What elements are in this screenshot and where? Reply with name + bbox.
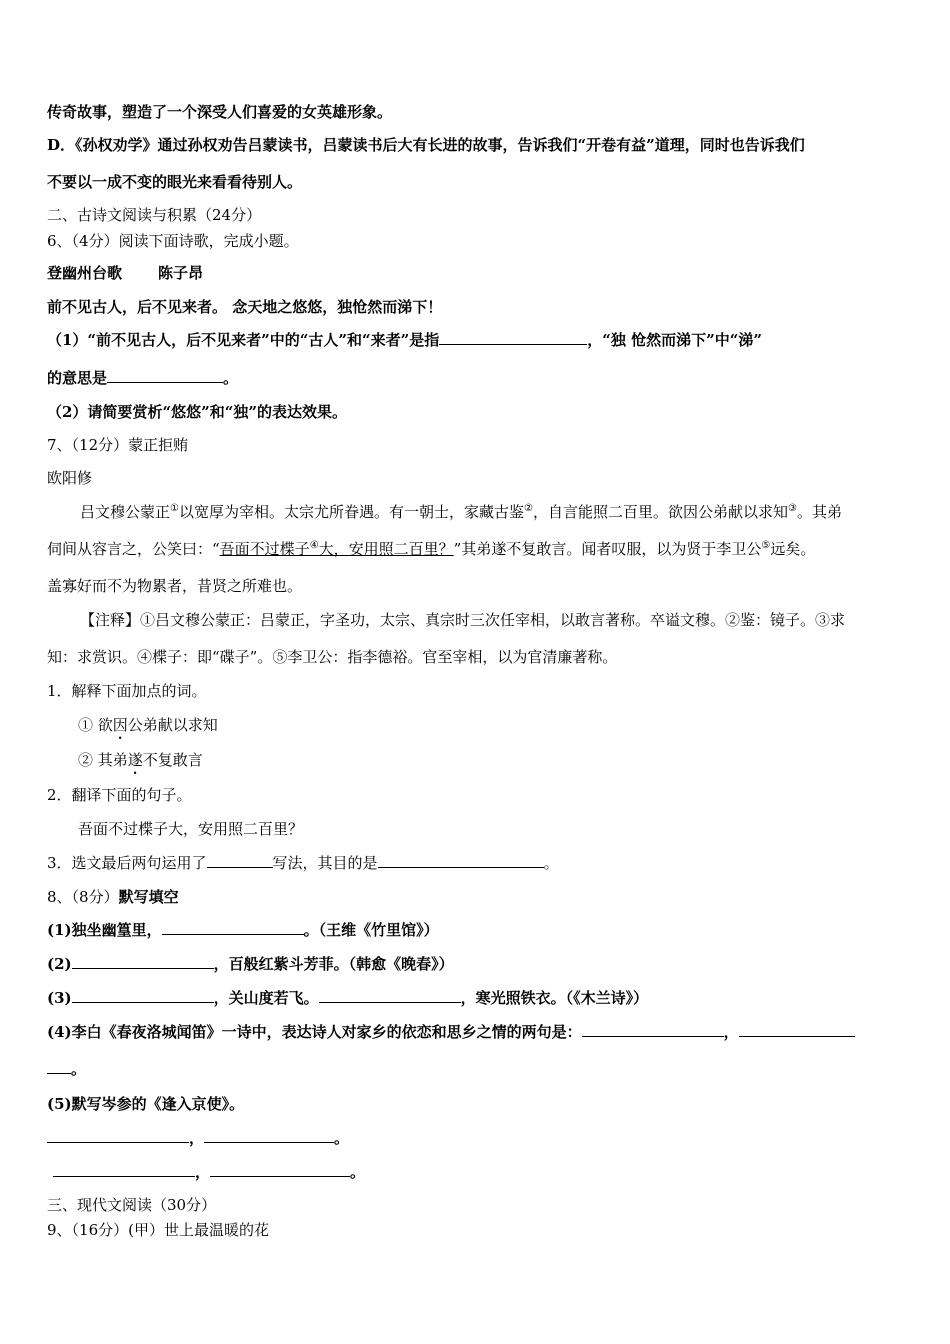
annotation-line1: 【注释】①吕文穆公蒙正：吕蒙正，字圣功，太宗、真宗时三次任宰相，以敢言著称。卒谥文穆。②鉴：镜子。③求 xyxy=(80,611,846,629)
question-8-3: (3) ，关山度若飞。 ，寒光照铁衣。（《木兰诗》） xyxy=(47,989,649,1007)
question-8-1: (1)独坐幽篁里， 。（王维《竹里馆》） xyxy=(47,921,439,939)
note-mark: ⑤ xyxy=(761,540,771,551)
question-8-heading: 8、（8分）默写填空 xyxy=(47,888,179,906)
answer-blank[interactable] xyxy=(582,1035,724,1037)
q6-1-text: （1）“前不见古人，后不见来者”中的“古人”和“来者”是指 xyxy=(47,331,440,349)
passage-line1 xyxy=(80,503,842,522)
answer-blank[interactable] xyxy=(53,1175,195,1177)
answer-blank[interactable] xyxy=(72,1001,214,1003)
passage-text: 。其弟 xyxy=(796,503,842,521)
option-d-line2: 不要以一成不变的眼光来看看待别人。 xyxy=(47,173,303,191)
question-9-heading: 9、（16分）(甲）世上最温暖的花 xyxy=(47,1221,269,1239)
note-mark: ① xyxy=(170,503,179,514)
passage-author: 欧阳修 xyxy=(47,469,93,487)
question-8-4: (4)李白《春夜洛城闻笛》一诗中，表达诗人对家乡的依恋和思乡之情的两句是： ， xyxy=(47,1023,855,1042)
question-7-2-sentence: 吾面不过楪子大，安用照二百里？ xyxy=(78,820,304,838)
passage-text: ”其弟遂不复敢言。闻者叹服，以为贤于李卫公 xyxy=(453,540,762,558)
poem-author: 陈子昂 xyxy=(158,264,204,282)
question-8-5-line2: ， 。 xyxy=(53,1163,365,1182)
q6-1-text2: ，“独 怆然而涕下”中“涕” xyxy=(587,331,762,349)
section-2-heading: 二、古诗文阅读与积累（24分） xyxy=(47,206,262,224)
question-6-1 xyxy=(47,331,762,350)
passage-line3: 盖寡好而不为物累者，昔贤之所难也。 xyxy=(47,577,303,595)
q6-1-end: 。 xyxy=(223,369,239,387)
answer-blank[interactable] xyxy=(72,967,214,969)
question-7-3: 3．选文最后两句运用了 写法，其目的是 。 xyxy=(47,854,559,872)
passage-line2 xyxy=(47,540,815,559)
answer-blank[interactable] xyxy=(319,1001,461,1003)
question-6-heading xyxy=(47,232,299,251)
answer-blank[interactable] xyxy=(739,1035,855,1037)
question-8-5-line1: ， 。 xyxy=(47,1129,349,1148)
passage-text: 吕文穆公蒙正 xyxy=(80,503,171,521)
passage-text: 远矣。 xyxy=(770,540,816,558)
answer-blank[interactable] xyxy=(207,866,273,868)
answer-blank[interactable] xyxy=(47,1072,71,1074)
question-8-4-cont: 。 xyxy=(47,1060,86,1079)
note-mark: ③ xyxy=(787,503,797,514)
question-7-2: 2．翻译下面的句子。 xyxy=(47,786,192,804)
answer-blank[interactable] xyxy=(378,866,544,868)
dotted-word: 因 xyxy=(112,716,128,734)
passage-text: ，自言能照二百里。欲因公弟献以求知 xyxy=(532,503,788,521)
passage-text: 伺间从容言之，公笑曰：“ xyxy=(47,540,220,558)
q8-title: 默写填空 xyxy=(118,888,179,906)
question-7-1: 1．解释下面加点的词。 xyxy=(47,682,207,700)
poem-body: 前不见古人，后不见来者。 念天地之悠悠，独怆然而涕下！ xyxy=(47,298,443,316)
answer-blank[interactable] xyxy=(210,1175,350,1177)
question-8-2: (2) ，百般红紫斗芳菲。（韩愈《晚春》） xyxy=(47,955,454,973)
annotation-line2: 知：求赏识。④楪子：即“碟子”。⑤李卫公：指李德裕。官至宰相，以为官清廉著称。 xyxy=(47,648,618,666)
answer-blank[interactable] xyxy=(162,933,304,935)
question-7-1-b: ② 其弟遂不复敢言 xyxy=(78,751,203,769)
note-mark: ④ xyxy=(309,540,319,551)
poem-title: 登幽州台歌 xyxy=(47,264,123,282)
answer-blank[interactable] xyxy=(107,381,223,383)
answer-blank[interactable] xyxy=(47,1141,189,1143)
q6-label: 6、（4分）阅读下面诗歌，完成小题。 xyxy=(47,232,299,250)
text-line: 传奇故事，塑造了一个深受人们喜爱的女英雄形象。 xyxy=(47,103,393,121)
question-8-5: (5)默写岑参的《逢入京使》。 xyxy=(47,1095,245,1113)
question-7-1-a: ① 欲因公弟献以求知 xyxy=(78,716,218,734)
passage-text: 以宽厚为宰相。太宗尤所眷遇。有一朝士，家藏古鉴 xyxy=(178,503,524,521)
answer-blank[interactable] xyxy=(439,343,587,345)
question-6-1-cont xyxy=(47,369,238,388)
poem-title-line xyxy=(47,264,203,283)
underlined-sentence: 吾面不过楪子④大，安用照二百里？ xyxy=(219,540,454,558)
question-6-2: （2）请简要赏析“悠悠”和“独”的表达效果。 xyxy=(47,403,347,421)
question-7-heading: 7、（12分）蒙正拒贿 xyxy=(47,436,189,454)
dotted-word: 遂 xyxy=(127,751,143,769)
answer-blank[interactable] xyxy=(204,1141,334,1143)
q6-1-text3: 的意思是 xyxy=(47,369,108,387)
option-d-line1: D．《孙权劝学》通过孙权劝告吕蒙读书，吕蒙读书后大有长进的故事，告诉我们“开卷有益”道理，同时也告诉我们 xyxy=(47,136,805,154)
section-3-heading: 三、现代文阅读（30分） xyxy=(47,1196,217,1214)
note-mark: ② xyxy=(524,503,533,514)
